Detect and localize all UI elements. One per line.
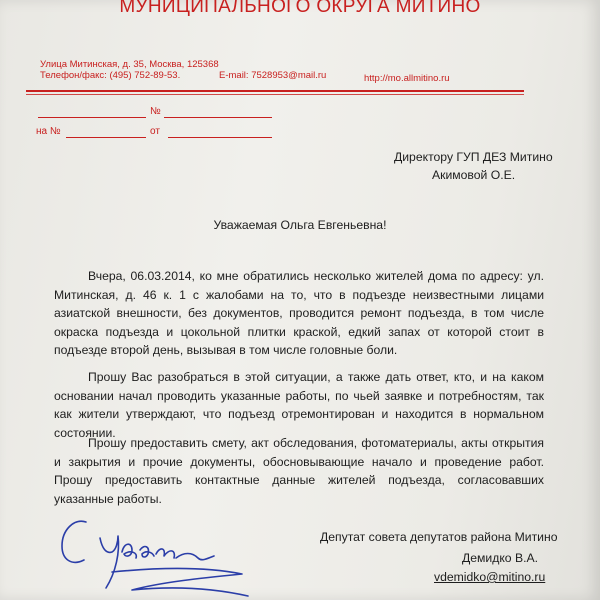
signer-name: Демидко В.А. (462, 551, 538, 565)
recipient-line-1: Директору ГУП ДЕЗ Митино (394, 150, 553, 164)
outgoing-number-line (164, 117, 272, 118)
letterhead-email: E-mail: 7528953@mail.ru (219, 70, 327, 81)
outgoing-date-line (38, 117, 146, 118)
handwritten-signature (52, 512, 252, 600)
salutation: Уважаемая Ольга Евгеньевна! (213, 218, 387, 232)
paragraph-2: Прошу Вас разобраться в этой ситуации, а также дать ответ, кто, и на каком основании начал проводить указанные работы, по чьей заявке и потребностям, так как жители утверждают, что подъезд отремонтирован и находится в нормальном состоянии. (54, 370, 544, 440)
incoming-number-label: на № (36, 126, 61, 137)
incoming-date-label: от (150, 126, 160, 137)
incoming-date-line (168, 137, 272, 138)
letterhead-rule (26, 90, 524, 92)
signer-email-link[interactable]: vdemidko@mitino.ru (434, 570, 546, 584)
letterhead-phone: Телефон/факс: (495) 752-89-53. (40, 70, 181, 81)
paragraph-1: Вчера, 06.03.2014, ко мне обратились несколько жителей дома по адресу: ул. Митинская, д. 46 к. 1 с жалобами на то, что в подъезде неизвестными лицами азиатской внешности, без документов, проводится ремонт подъезда, в том числе окраска подъезда и цокольной плитки краской, едкий запах от которой стоит в подъезде второй день, вызывая в том числе головные боли. (54, 269, 544, 358)
letterhead-street: Улица Митинская, д. 35, Москва, 125368 (40, 59, 219, 70)
letterhead-rule-thin (26, 94, 524, 95)
letterhead-website: http://mo.allmitino.ru (364, 73, 450, 84)
incoming-number-line (66, 137, 146, 138)
signer-position: Депутат совета депутатов района Митино (320, 530, 558, 544)
paragraph-3: Прошу предоставить смету, акт обследования, фотоматериалы, акты открытия и закрытия и прочие документы, обосновывающие начало и проведение работ. Прошу предоставить контактные данные жителей подъезда, согласовавших указанные работы. (54, 436, 544, 506)
outgoing-number-label: № (150, 106, 161, 117)
letterhead-title: МУНИЦИПАЛЬНОГО ОКРУГА МИТИНО (119, 0, 481, 17)
recipient-line-2: Акимовой О.Е. (432, 168, 516, 182)
